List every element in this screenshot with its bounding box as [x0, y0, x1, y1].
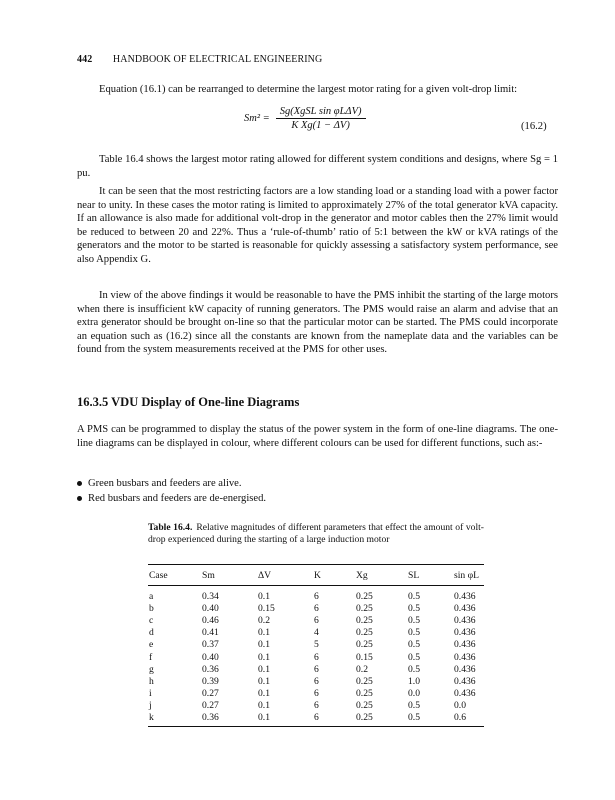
list-item: Green busbars and feeders are alive.	[77, 476, 558, 491]
table-top-rule	[148, 564, 484, 565]
table-cell: 0.5	[408, 627, 420, 639]
table-cell: 0.2	[258, 615, 270, 627]
paragraph-equation-intro: Equation (16.1) can be rearranged to determine the largest motor rating for a given volt-drop limit:	[99, 84, 518, 95]
table-cell: 0.15	[258, 603, 275, 615]
table-cell: g	[149, 663, 154, 675]
table-cell: 0.36	[202, 663, 219, 675]
table-cell: 0.5	[408, 591, 420, 602]
table-cell: 0.0	[408, 687, 420, 699]
table-cell: 0.25	[356, 687, 373, 699]
table-cell: 0.25	[356, 675, 373, 687]
table-cell: 0.46	[202, 615, 219, 627]
table-cell: 0.34	[202, 591, 219, 602]
table-cell: 0.37	[202, 639, 219, 651]
table-cell: 0.40	[202, 603, 219, 615]
table-cell: 6	[314, 615, 319, 627]
table-cell: 0.436	[454, 639, 476, 651]
table-cell: 6	[314, 651, 319, 663]
table-cell: 0.15	[356, 651, 373, 663]
table-header-rule	[148, 585, 484, 586]
table-cell: 0.41	[202, 627, 219, 639]
table-cell: 5	[314, 639, 319, 651]
book-title: HANDBOOK OF ELECTRICAL ENGINEERING	[112, 54, 323, 65]
table-cell: 0.5	[408, 699, 420, 711]
table-cell: 0.5	[408, 712, 420, 723]
table-cell: 0.1	[258, 639, 270, 651]
header-sl: SL	[408, 570, 420, 581]
table-cell: 0.1	[258, 675, 270, 687]
table-cell: 0.36	[202, 712, 219, 723]
table-cell: 0.25	[356, 603, 373, 615]
table-cell: 0.0	[454, 699, 466, 711]
equation-number: (16.2)	[521, 121, 547, 132]
bullet-list	[77, 476, 558, 506]
table-cell: 0.436	[454, 603, 476, 615]
table-cell: 0.5	[408, 651, 420, 663]
table-cell: h	[149, 675, 154, 687]
table-cell: 0.5	[408, 615, 420, 627]
paragraph-table-reference: Table 16.4 shows the largest motor rating allowed for different system conditions and designs, where Sg = 1 pu.	[77, 154, 558, 179]
table-cell: f	[149, 651, 153, 663]
table-cell: e	[149, 639, 154, 651]
table-cell: 0.1	[258, 699, 270, 711]
table-cell: 0.25	[356, 627, 373, 639]
table-cell: 6	[314, 687, 319, 699]
paragraph-pms-inhibit: In view of the above findings it would be reasonable to have the PMS inhibit the starting of the large motors when there is insufficient kW capacity of running generators. The PMS would raise an alarm and advise that an extra generator should be brought on-line so that the particular motor can be started. The PMS could incorporate an equation such as (16.2) since all the constants are known from the nameplate data and the variables can be found from the system measurements received at the PMS for other uses.	[77, 290, 558, 356]
equation-numerator: Sg(XgSL sin φLΔV)	[276, 106, 366, 119]
table-cell: 0.1	[258, 712, 270, 723]
table-caption-label: Table 16.4.	[148, 522, 193, 533]
table-cell: 0.2	[356, 663, 368, 675]
table-cell: 6	[314, 591, 319, 602]
table-cell: d	[149, 627, 154, 639]
list-item: Red busbars and feeders are de-energised.	[77, 491, 558, 506]
table-cell: 0.25	[356, 712, 373, 723]
equation-fraction	[276, 106, 366, 131]
table-cell: 0.436	[454, 627, 476, 639]
paragraph-one-line-diagrams: A PMS can be programmed to display the status of the power system in the form of one-line diagrams. The one-line diagrams can be displayed in colour, where different colours can be used for different functions, such as:-	[77, 424, 558, 449]
table-cell: 0.5	[408, 663, 420, 675]
equation-16-2	[244, 106, 366, 131]
header-xg: Xg	[356, 570, 368, 581]
header-case: Case	[149, 570, 168, 581]
table-cell: 6	[314, 603, 319, 615]
table-cell: k	[149, 712, 154, 723]
table-caption-text: Relative magnitudes of different parameters that effect the amount of volt-drop experienced during the starting of a large induction motor	[148, 522, 484, 545]
header-sin-phi: sin φL	[454, 570, 479, 581]
table-cell: 0.5	[408, 603, 420, 615]
section-heading: 16.3.5 VDU Display of One-line Diagrams	[77, 395, 300, 409]
paragraph-restricting-factors: It can be seen that the most restricting factors are a low standing load or a standing load with a power factor near to unity. In these cases the motor rating is limited to approximately 27% of the total generator kVA capacity. If an allowance is also made for additional volt-drop in the generator and motor cables then the 27% limit would be reduced to between 20 and 22%. Thus a ‘rule-of-thumb’ ratio of 5:1 between the kW or kVA ratings of the generators and the motor to be started is reasonable for quickly assessing a satisfactory system performance, see also Appendix G.	[77, 186, 558, 265]
running-head	[77, 54, 322, 65]
table-cell: 0.39	[202, 675, 219, 687]
table-cell: 6	[314, 663, 319, 675]
equation-denominator: K Xg(1 − ΔV)	[291, 120, 350, 131]
table-cell: 0.1	[258, 591, 270, 602]
table-cell: 0.1	[258, 687, 270, 699]
table-cell: 6	[314, 699, 319, 711]
table-cell: 6	[314, 712, 319, 723]
table-cell: 0.25	[356, 699, 373, 711]
table-cell: a	[149, 591, 154, 602]
table-cell: 0.5	[408, 639, 420, 651]
table-cell: j	[149, 699, 152, 711]
equation-lhs: Sm² =	[244, 113, 270, 124]
table-cell: 0.436	[454, 615, 476, 627]
table-cell: 0.6	[454, 712, 466, 723]
header-k: K	[314, 570, 321, 581]
header-sm: Sm	[202, 570, 215, 581]
table-cell: 0.27	[202, 687, 219, 699]
header-delta-v: ΔV	[258, 570, 272, 581]
table-cell: 0.25	[356, 615, 373, 627]
table-bottom-rule	[148, 726, 484, 727]
table-cell: b	[149, 603, 154, 615]
table-cell: 0.436	[454, 675, 476, 687]
table-cell: 0.436	[454, 651, 476, 663]
table-cell: 0.436	[454, 663, 476, 675]
table-cell: i	[149, 687, 152, 699]
page-number: 442	[77, 54, 93, 65]
table-cell: 0.1	[258, 663, 270, 675]
table-cell: 0.436	[454, 687, 476, 699]
table-caption	[148, 522, 484, 546]
table-cell: 6	[314, 675, 319, 687]
bullet-icon	[77, 496, 82, 501]
table-cell: 0.1	[258, 651, 270, 663]
bullet-icon	[77, 481, 82, 486]
table-cell: 0.25	[356, 639, 373, 651]
table-cell: 0.40	[202, 651, 219, 663]
table-cell: c	[149, 615, 154, 627]
table-cell: 1.0	[408, 675, 420, 687]
table-cell: 0.1	[258, 627, 270, 639]
table-cell: 4	[314, 627, 319, 639]
table-cell: 0.25	[356, 591, 373, 602]
table-cell: 0.436	[454, 591, 476, 602]
table-cell: 0.27	[202, 699, 219, 711]
